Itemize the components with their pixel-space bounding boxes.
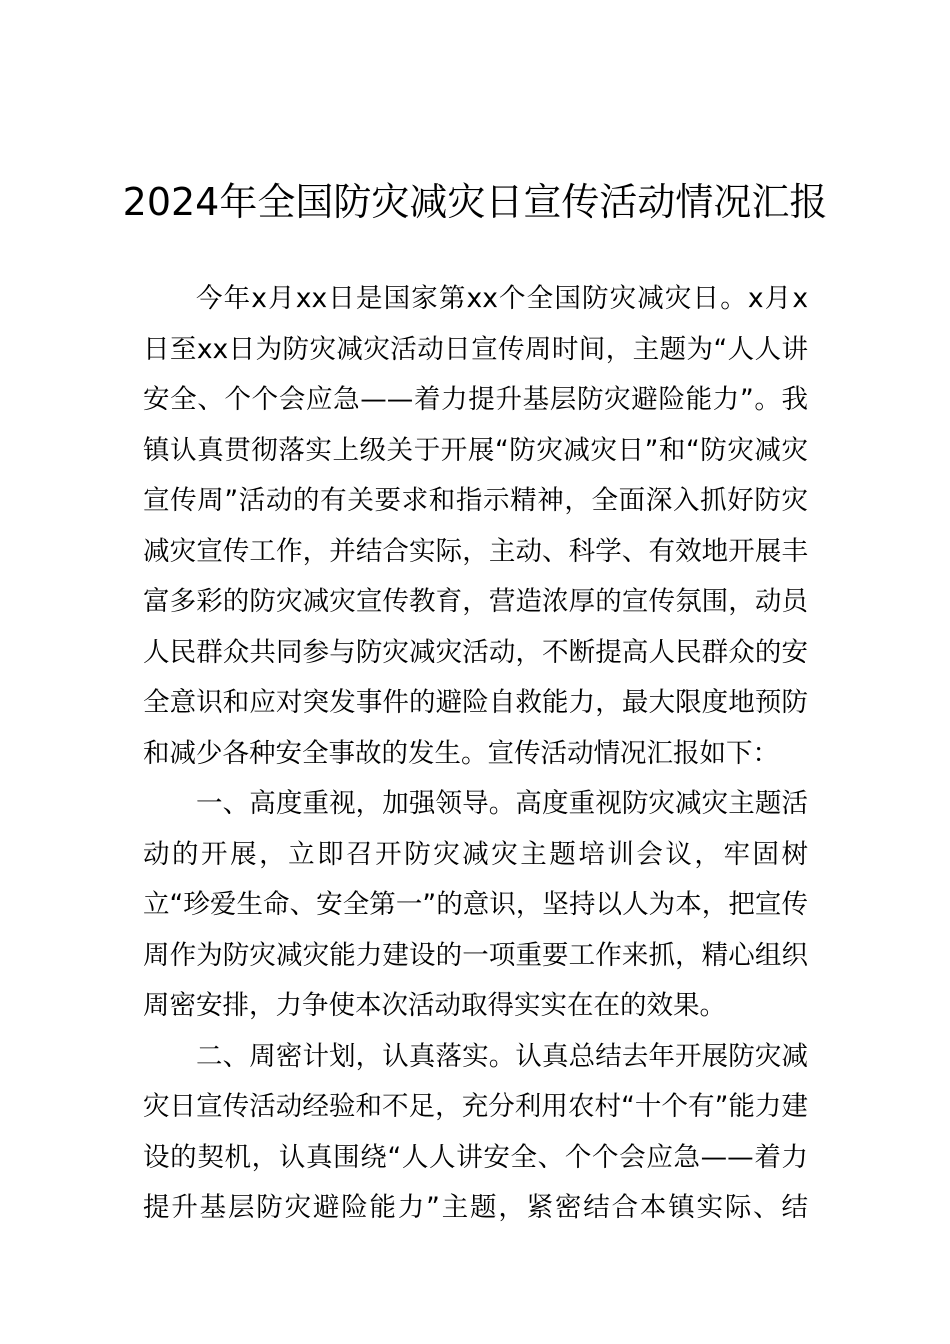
paragraph-section-2: 二、周密计划，认真落实。认真总结去年开展防灾减灾日宣传活动经验和不足，充分利用农村“十个有”能力建设的契机，认真围绕“人人讲安全、个个会应急——着力提升基层防灾避险能力”主题，紧密结合本镇实际、结 <box>143 1040 808 1223</box>
paragraph-intro: 今年x月xx日是国家第xx个全国防灾减灾日。x月x日至xx日为防灾减灾活动日宣传周时间，主题为“人人讲安全、个个会应急——着力提升基层防灾避险能力”。我镇认真贯彻落实上级关于开展“防灾减灾日”和“防灾减灾宣传周”活动的有关要求和指示精神，全面深入抓好防灾减灾宣传工作，并结合实际，主动、科学、有效地开展丰富多彩的防灾减灾宣传教育，营造浓厚的宣传氛围，动员人民群众共同参与防灾减灾活动，不断提高人民群众的安全意识和应对突发事件的避险自救能力，最大限度地预防和减少各种安全事故的发生。宣传活动情况汇报如下： <box>143 283 808 769</box>
paragraph-section-1: 一、高度重视，加强领导。高度重视防灾减灾主题活动的开展，立即召开防灾减灾主题培训会议，牢固树立“珍爱生命、安全第一”的意识，坚持以人为本，把宣传周作为防灾减灾能力建设的一项重要工作来抓，精心组织周密安排，力争使本次活动取得实实在在的效果。 <box>143 788 808 1021</box>
document-body <box>143 274 808 1234</box>
document-title: 2024年全国防灾减灾日宣传活动情况汇报 <box>122 180 828 224</box>
